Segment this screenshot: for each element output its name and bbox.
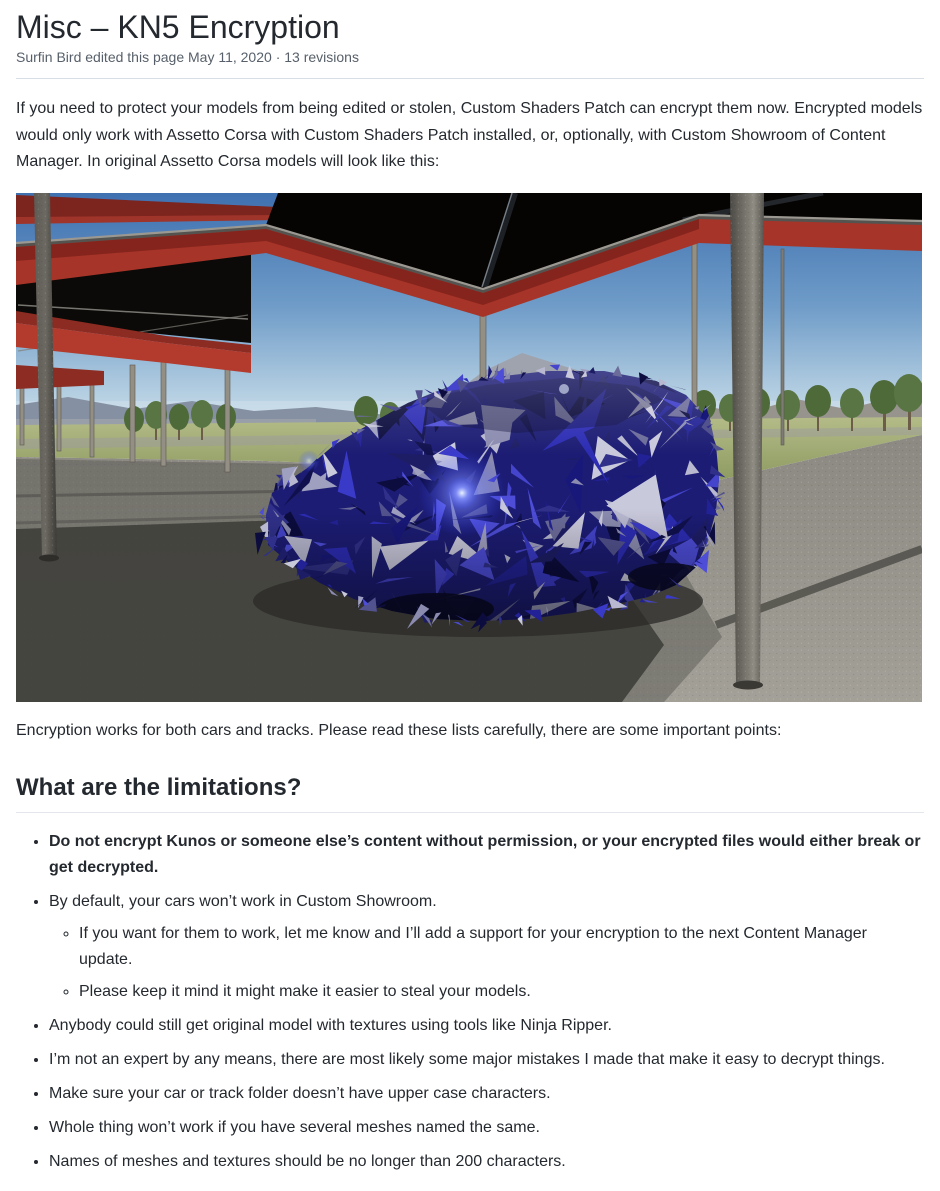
revisions-link[interactable]: 13 revisions [284, 49, 359, 66]
meta-action: edited this page [85, 49, 185, 66]
page-header [16, 8, 924, 65]
list-item: • Names of meshes and textures should be no longer than 200 characters. [49, 1149, 924, 1175]
intro-paragraph: If you need to protect your models from being edited or stolen, Custom Shaders Patch can encrypt them now. Encrypted models would only work with Assetto Corsa with Custom Shaders Patch installed, or, optionally, with Custom Showroom of Content Manager. In original Assetto Corsa models will look like this: [16, 100, 923, 171]
limitations-sublist [49, 921, 924, 1005]
encrypted-car-scene [16, 193, 922, 702]
header-divider [16, 78, 924, 79]
meta-date: May 11, 2020 [188, 49, 272, 66]
page-title: Misc – KN5 Encryption [16, 9, 340, 45]
after-image-paragraph: Encryption works for both cars and tracks. Please read these lists carefully, there are some important points: [16, 722, 782, 740]
headlight-glow [445, 476, 479, 510]
meta-separator: · [275, 49, 281, 66]
list-subitem: ◦ Please keep it mind it might make it easier to steal your models. [79, 979, 924, 1005]
page-meta [16, 49, 924, 65]
list-item: • I’m not an expert by any means, there are most likely some major mistakes I made that make it easy to decrypt things. [49, 1047, 924, 1073]
list-item: • By default, your cars won’t work in Custom Showroom. ◦ If you want for them to work, let me know and I’ll add a support for your encryption to the next Content Manager update. ◦ Please keep it mind it might make it easier to steal your models. [49, 889, 924, 1005]
encrypted-model-screenshot[interactable] [16, 193, 924, 702]
meta-author: Surfin Bird [16, 49, 82, 66]
wiki-page [0, 8, 940, 1175]
limitations-heading: What are the limitations? [16, 773, 924, 813]
list-item: • Do not encrypt Kunos or someone else’s content without permission, or your encrypted files would either break or get decrypted. [49, 829, 924, 881]
list-item: • Anybody could still get original model with textures using tools like Ninja Ripper. [49, 1013, 924, 1039]
front-glint [298, 450, 320, 472]
limitations-list [16, 829, 924, 1176]
list-item: • Whole thing won’t work if you have several meshes named the same. [49, 1115, 924, 1141]
list-subitem: ◦ If you want for them to work, let me know and I’ll add a support for your encryption to the next Content Manager update. [79, 921, 924, 973]
list-item: • Make sure your car or track folder doesn’t have upper case characters. [49, 1081, 924, 1107]
roof-glint [559, 384, 569, 394]
